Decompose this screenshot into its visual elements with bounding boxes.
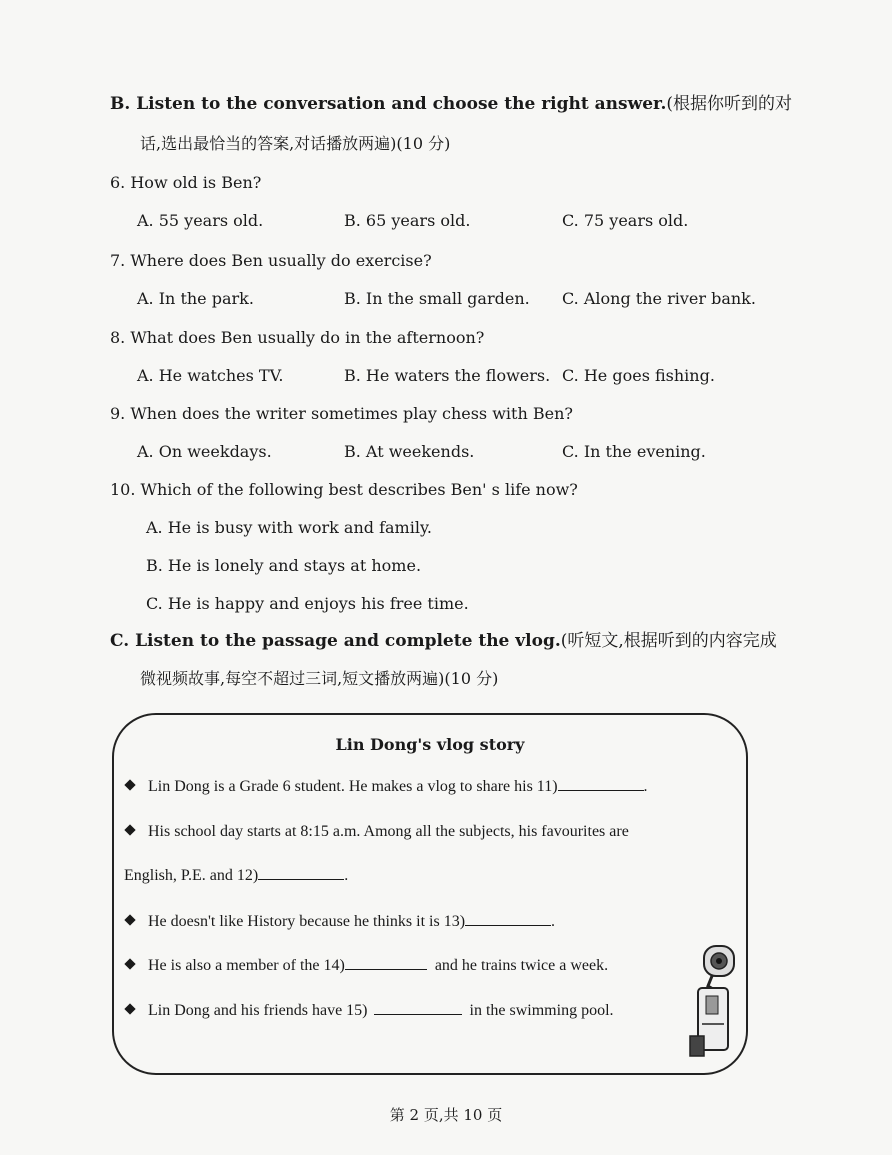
answer-blank-12[interactable] — [258, 865, 344, 880]
q6-option-a: A. 55 years old. — [137, 211, 264, 230]
answer-blank-15[interactable] — [374, 1000, 462, 1015]
q6-option-c: C. 75 years old. — [562, 211, 689, 230]
question-7: 7. Where does Ben usually do exercise? — [110, 251, 432, 270]
q8-option-b: B. He waters the flowers. — [344, 366, 551, 385]
q7-option-a: A. In the park. — [137, 289, 254, 308]
q9-option-b: B. At weekends. — [344, 442, 475, 461]
q10-option-a: A. He is busy with work and family. — [146, 518, 432, 537]
bullet-diamond-icon — [124, 959, 135, 970]
answer-blank-11[interactable] — [558, 776, 644, 791]
vlog-line-14: He is also a member of the 14) and he trains twice a week. — [126, 955, 608, 977]
q10-option-c: C. He is happy and enjoys his free time. — [146, 594, 469, 613]
section-b-instruction-cont: 话,选出最恰当的答案,对话播放两遍)(10 分) — [140, 134, 451, 153]
question-6: 6. How old is Ben? — [110, 173, 262, 192]
q8-option-c: C. He goes fishing. — [562, 366, 715, 385]
section-c-instruction: (听短文,根据听到的内容完成 — [560, 631, 777, 651]
vlog-line-11: Lin Dong is a Grade 6 student. He makes a vlog to share his 11) . — [126, 776, 648, 798]
bullet-diamond-icon — [124, 1004, 135, 1015]
page-footer: 第 2 页,共 10 页 — [389, 1106, 503, 1124]
section-c-heading — [110, 629, 777, 653]
question-10: 10. Which of the following best describes Ben' s life now? — [110, 480, 578, 499]
question-9: 9. When does the writer sometimes play chess with Ben? — [110, 404, 573, 423]
section-c-instruction-cont: 微视频故事,每空不超过三词,短文播放两遍)(10 分) — [140, 669, 499, 688]
section-c-title: C. Listen to the passage and complete the vlog. — [110, 631, 561, 651]
section-b-heading — [110, 92, 792, 116]
vlog-line-13: He doesn't like History because he thinks it is 13) . — [126, 911, 555, 933]
bullet-diamond-icon — [124, 780, 135, 791]
vlog-line-15: Lin Dong and his friends have 15) in the swimming pool. — [126, 1000, 614, 1022]
q6-option-b: B. 65 years old. — [344, 211, 471, 230]
bullet-diamond-icon — [124, 825, 135, 836]
q8-option-a: A. He watches TV. — [137, 366, 284, 385]
question-8: 8. What does Ben usually do in the afternoon? — [110, 328, 485, 347]
q9-option-a: A. On weekdays. — [137, 442, 272, 461]
vlog-line-12a: His school day starts at 8:15 a.m. Among all the subjects, his favourites are — [126, 821, 629, 843]
q7-option-c: C. Along the river bank. — [562, 289, 756, 308]
vlog-line-12b: English, P.E. and 12) . — [124, 867, 349, 884]
section-b-instruction: (根据你听到的对 — [666, 94, 793, 114]
gimbal-camera-icon — [682, 940, 746, 1064]
q9-option-c: C. In the evening. — [562, 442, 706, 461]
q7-option-b: B. In the small garden. — [344, 289, 530, 308]
answer-blank-13[interactable] — [465, 911, 551, 926]
vlog-title: Lin Dong's vlog story — [335, 735, 525, 754]
q10-option-b: B. He is lonely and stays at home. — [146, 556, 422, 575]
section-b-title: B. Listen to the conversation and choose the right answer. — [110, 94, 667, 114]
answer-blank-14[interactable] — [345, 955, 427, 970]
bullet-diamond-icon — [124, 915, 135, 926]
